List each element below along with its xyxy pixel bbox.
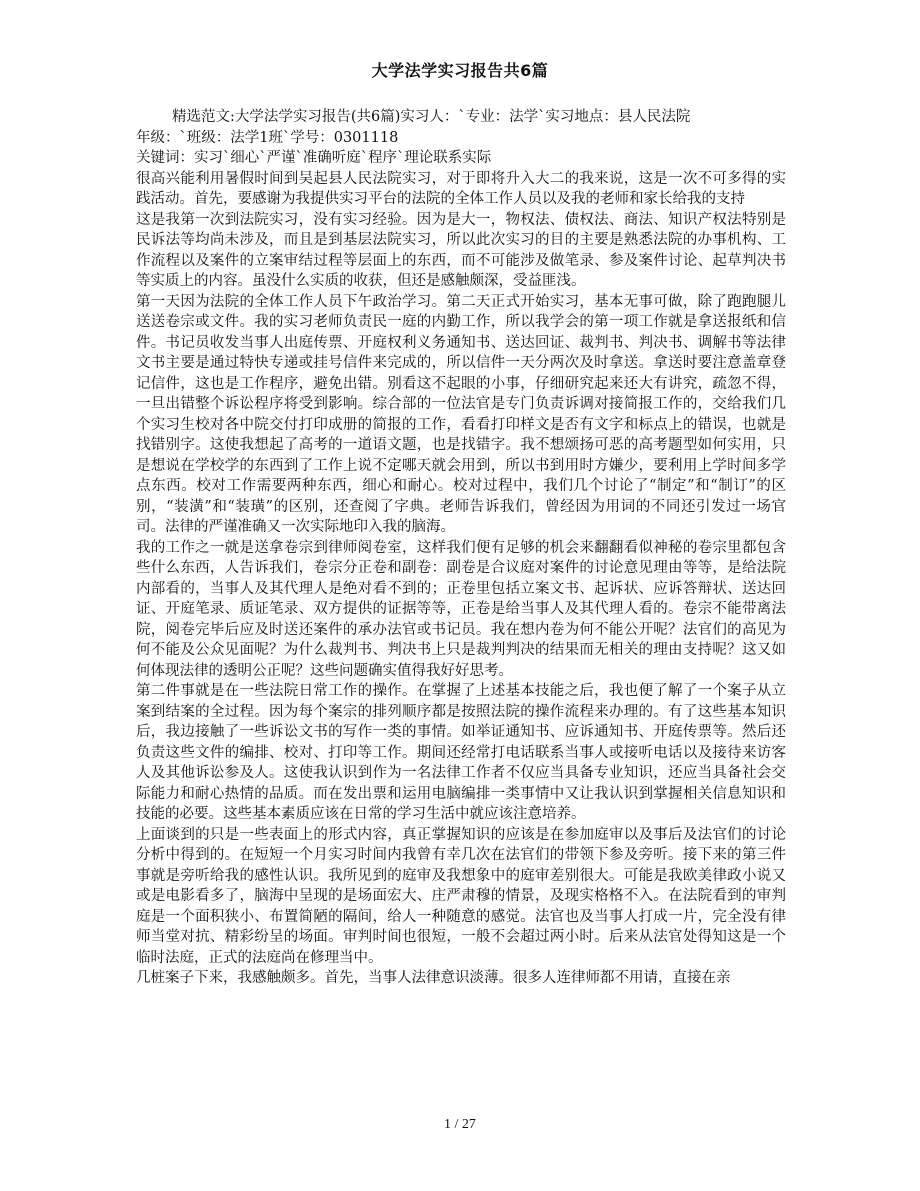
- paragraph-7: 几桩案子下来，我感触颇多。首先，当事人法律意识淡薄。很多人连律师都不用请，直接在亲: [136, 970, 731, 986]
- document-body: [136, 107, 786, 989]
- paragraph-4: 我的工作之一就是送拿卷宗到律师阅卷室，这样我们便有足够的机会来翻翻看似神秘的卷宗里都包含些什么东西，人告诉我们，卷宗分正卷和副卷：副卷是合议庭对案件的讨论意见理由等等，是给法院内部看的，当事人及其代理人是绝对看不到的；正卷里包括立案文书、起诉状、应诉答辩状、送达回证、开庭笔录、质证笔录、双方提供的证据等等，正卷是给当事人及其代理人看的。卷宗不能带离法院，阅卷完毕后应及时送还案件的承办法官或书记员。我在想内卷为何不能公开呢？法官们的高见为何不能及公众见面呢？为什么裁判书、判决书上只是裁判判决的结果而无相关的理由支持呢？这又如何体现法律的透明公正呢？这些问题确实值得我好好思考。: [136, 539, 786, 679]
- document-title: 大学法学实习报告共6篇: [371, 61, 549, 80]
- paragraph-2: 这是我第一次到法院实习，没有实习经验。因为是大一，物权法、债权法、商法、知识产权法特别是民诉法等均尚未涉及，而且是到基层法院实习，所以此次实习的目的主要是熟悉法院的办事机构、工作流程以及案件的立案审结过程等层面上的东西，而不可能涉及做笔录、参及案件讨论、起草判决书等实质上的内容。虽没什么实质的收获，但还是感触颇深，受益匪浅。: [136, 211, 786, 289]
- paragraph-1: 很高兴能利用暑假时间到吴起县人民法院实习，对于即将升入大二的我来说，这是一次不可多得的实践活动。首先，要感谢为我提供实习平台的法院的全体工作人员以及我的老师和家长给我的支持: [136, 170, 786, 207]
- keywords-line: 关键词：实习`细心`严谨`准确听庭`程序`理论联系实际: [136, 150, 492, 166]
- paragraph-6: 上面谈到的只是一些表面上的形式内容，真正掌握知识的应该是在参加庭审以及事后及法官们的讨论分析中得到的。在短短一个月实习时间内我曾有幸几次在法官们的带领下参及旁听。接下来的第三件事就是旁听给我的感性认识。我所见到的庭审及我想象中的庭审差别很大。可能是我欧美律政小说又或是电影看多了，脑海中呈现的是场面宏大、庄严肃穆的情景，及现实格格不入。在法院看到的审判庭是一个面积狭小、布置简陋的隔间，给人一种随意的感觉。法官也及当事人打成一片，完全没有律师当堂对抗、精彩纷呈的场面。审判时间也很短，一般不会超过两小时。后来从法官处得知这是一个临时法庭，正式的法庭尚在修理当中。: [136, 826, 786, 966]
- page-number: 1 / 27: [444, 1117, 476, 1132]
- paragraph-5: 第二件事就是在一些法院日常工作的操作。在掌握了上述基本技能之后，我也便了解了一个案子从立案到结案的全过程。因为每个案宗的排列顺序都是按照法院的操作流程来办理的。有了这些基本知识后，我边接触了一些诉讼文书的写作一类的事情。如举证通知书、应诉通知书、开庭传票等。然后还负责这些文件的编排、校对、打印等工作。期间还经常打电话联系当事人或接听电话以及接待来访客人及其他诉讼参及人。这使我认识到作为一名法律工作者不仅应当具备专业知识，还应当具备社会交际能力和耐心热情的品质。而在发出票和运用电脑编排一类事情中又让我认识到掌握相关信息知识和技能的必要。这些基本素质应该在日常的学习生活中就应该注意培养。: [136, 683, 786, 822]
- meta-line-1: 精选范文:大学法学实习报告(共6篇)实习人：`专业：法学`实习地点：县人民法院: [172, 109, 691, 125]
- meta-line-2: 年级：`班级：法学1班`学号：0301118: [136, 129, 399, 146]
- paragraph-3: 第一天因为法院的全体工作人员下午政治学习。第二天正式开始实习，基本无事可做，除了跑跑腿儿送送卷宗或文件。我的实习老师负责民一庭的内勤工作，所以我学会的第一项工作就是拿送报纸和信件。书记员收发当事人出庭传票、开庭权利义务通知书、送达回证、裁判书、判决书、调解书等法律文书主要是通过特快专递或挂号信件来完成的，所以信件一天分两次及时拿送。拿送时要注意盖章登记信件，这也是工作程序，避免出错。别看这不起眼的小事，仔细研究起来还大有讲究，疏忽不得，一旦出错整个诉讼程序将受到影响。综合部的一位法官是专门负责诉调对接简报工作的，交给我们几个实习生校对各中院交付打印成册的简报的工作，看看打印样文是否有文字和标点上的错误，也就是找错别字。这使我想起了高考的一道语文题，也是找错字。我不想颂扬可恶的高考题型如何实用，只是想说在学校学的东西到了工作上说不定哪天就会用到，所以书到用时方嫌少，要利用上学时间多学点东西。校对工作需要两种东西，细心和耐心。校对过程中，我们几个讨论了“制定”和“制订”的区别，“装潢”和“装璜”的区别，还查阅了字典。老师告诉我们，曾经因为用词的不同还引发过一场官司。法律的严谨准确又一次实际地印入我的脑海。: [136, 293, 786, 535]
